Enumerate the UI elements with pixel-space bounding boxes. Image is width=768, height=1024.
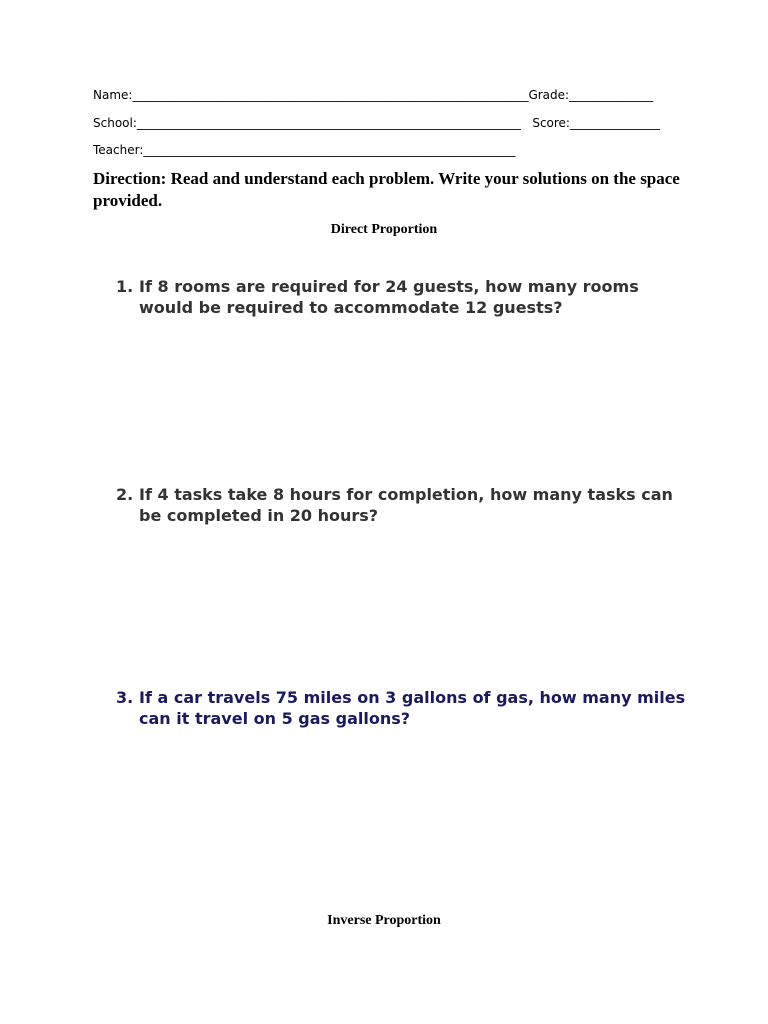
problem-2	[116, 484, 696, 526]
inverse-proportion-heading: Inverse Proportion	[327, 913, 441, 928]
name-grade-line: Name:__________________________________________________________________Grade:______________	[93, 88, 654, 102]
teacher-line: Teacher:______________________________________________________________	[93, 143, 516, 157]
problem-text: If 4 tasks take 8 hours for completion, how many tasks can be completed in 20 hours?	[139, 485, 673, 525]
problem-text: If a car travels 75 miles on 3 gallons of gas, how many miles can it travel on 5 gas gallons?	[139, 688, 686, 728]
problem-1	[116, 276, 696, 318]
problem-number: 3.	[116, 688, 134, 707]
direct-proportion-heading: Direct Proportion	[330, 222, 438, 237]
problem-number: 1.	[116, 277, 134, 296]
problem-text: If 8 rooms are required for 24 guests, how many rooms would be required to accommodate 12 guests?	[139, 277, 639, 317]
problem-3	[116, 687, 696, 729]
school-score-line: School:________________________________________________________________ Score:_______________	[93, 116, 660, 130]
direction-text: Direction: Read and understand each problem. Write your solutions on the space provided.	[93, 169, 680, 210]
problem-number: 2.	[116, 485, 134, 504]
